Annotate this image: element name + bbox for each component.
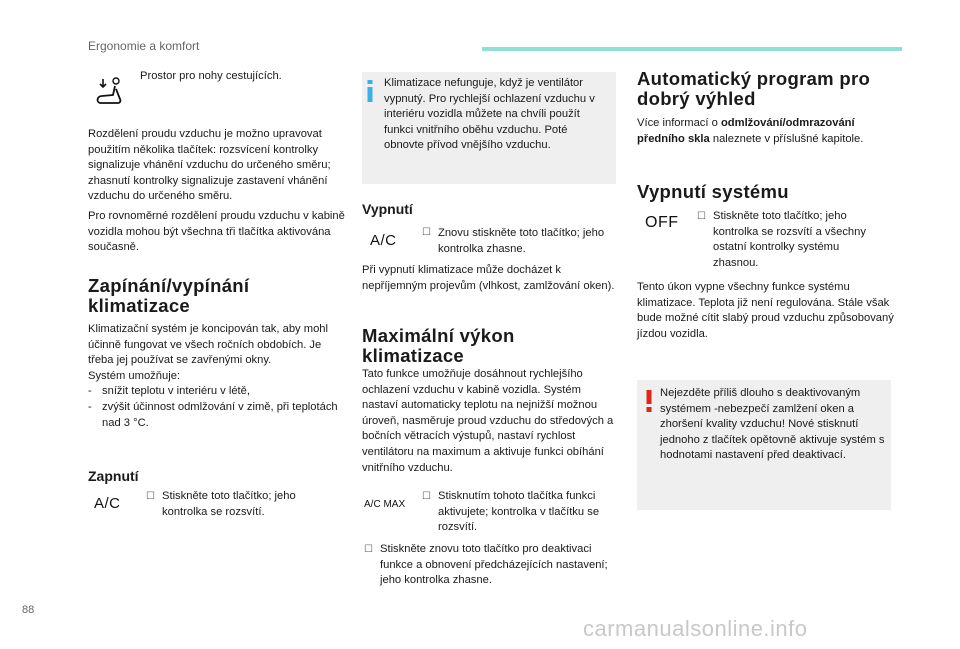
- paragraph-uniform: Pro rovnoměrné rozdělení proudu vzduchu v kabině vozidla mohou být všechna tři tlačítka aktivována současně.: [88, 210, 345, 254]
- sysoff-text: Stiskněte toto tlačítko; jeho kontrolka se rozsvítí a všechny ostatní kontrolky systému zhasnou.: [713, 210, 866, 269]
- warning-icon: [644, 390, 654, 412]
- watermark: carmanualsonline.info: [583, 616, 808, 641]
- max-paragraph: Tato funkce umožňuje dosáhnout rychlejšího ochlazení vzduchu v kabině vozidla. Systém nastaví automaticky teplotu na nejnižší možnou úroveň, nasměruje proud vzduchu do středových a bočních větracích výstupů, nastaví rychlost ventilátoru na maximum a aktivuje funkci obíhání vnitřního vzduchu.: [362, 368, 614, 474]
- bullet-icon: ☐: [146, 491, 155, 502]
- feet-label: Prostor pro nohy cestujících.: [140, 70, 282, 82]
- bullet-icon: ☐: [422, 491, 431, 502]
- bullet-icon: ☐: [422, 227, 431, 238]
- ac-off-button[interactable]: A/C: [370, 232, 397, 249]
- heading-auto: Automatický program pro dobrý výhled: [637, 68, 871, 109]
- heading-max: Maximální výkon klimatizace: [362, 325, 515, 366]
- heading-on: Zapnutí: [88, 468, 139, 484]
- info-icon: [366, 80, 374, 102]
- header-rule: [482, 47, 902, 51]
- onoff-list: [88, 384, 346, 431]
- heading-sysoff: Vypnutí systému: [637, 181, 789, 202]
- off-text: Znovu stiskněte toto tlačítko; jeho kontrolka zhasne.: [438, 227, 605, 255]
- warning-text: Nejezděte příliš dlouho s deaktivovaným systémem -nebezpečí zamlžení oken a zhoršení kvality vzduchu! Nové stisknutí jednoho z tlačítek opětovně aktivuje systém s hodnotami nastavení před deaktivací.: [660, 387, 885, 462]
- acmax-text: Stisknutím tohoto tlačítka funkci aktivujete; kontrolka v tlačítku se rozsvítí.: [438, 490, 600, 534]
- sysoff-paragraph: Tento úkon vypne všechny funkce systému klimatizace. Teplota již není regulována. Stále však bude možné cítit slabý proud vzduchu způsobovaný jízdou vozidla.: [637, 281, 894, 340]
- off-button[interactable]: OFF: [645, 214, 679, 231]
- onoff-body: [88, 322, 346, 431]
- heading-off: Vypnutí: [362, 201, 413, 217]
- ac-button[interactable]: A/C: [94, 495, 121, 512]
- onoff-paragraph: Klimatizační systém je koncipován tak, aby mohl účinně fungovat ve všech ročních obdobích. Je třeba jej používat se zavřenými okny.: [88, 323, 329, 367]
- section-header: Ergonomie a komfort: [88, 39, 200, 53]
- off-paragraph: Při vypnutí klimatizace může docházet k nepříjemným projevům (vlhkost, zamlžování oken).: [362, 264, 615, 292]
- list-item: - snížit teplotu v interiéru v létě,: [88, 385, 250, 398]
- feet-airflow-icon: [92, 77, 126, 107]
- onoff-paragraph-2: Systém umožňuje:: [88, 369, 181, 382]
- acmax-text-2: Stiskněte znovu toto tlačítko pro deaktivaci funkce a obnovení předcházejících nastavení; jeho kontrolka zhasne.: [380, 543, 608, 587]
- bullet-icon: ☐: [364, 544, 373, 555]
- auto-link-text: odmlžování/odmrazování předního skla: [637, 117, 855, 145]
- paragraph-distribution: Rozdělení proudu vzduchu je možno upravovat použitím několika tlačítek: rozsvícení kontrolky signalizuje vhánění vzduchu do určeného směru; zhasnutí kontrolky signalizuje zastavení vhánění vzduchu do určeného směru.: [88, 128, 331, 203]
- info-text: Klimatizace nefunguje, když je ventilátor vypnutý. Pro rychlejší ochlazení vzduchu v interiéru vozidla můžete na chvíli použít funkci vnitřního oběhu vzduchu. Poté obnovte přívod vnějšího vzduchu.: [384, 77, 595, 152]
- auto-paragraph: Více informací o odmlžování/odmrazování předního skla naleznete v příslušné kapitole.: [637, 117, 864, 145]
- page-number: 88: [22, 604, 35, 616]
- list-item: - zvýšit účinnost odmlžování v zimě, při teplotách nad 3 °C.: [88, 400, 338, 429]
- ac-max-button[interactable]: A/C MAX: [364, 499, 406, 510]
- bullet-icon: ☐: [697, 211, 706, 222]
- on-text: Stiskněte toto tlačítko; jeho kontrolka se rozsvítí.: [162, 490, 296, 518]
- heading-onoff: Zapínání/vypínání klimatizace: [88, 275, 250, 316]
